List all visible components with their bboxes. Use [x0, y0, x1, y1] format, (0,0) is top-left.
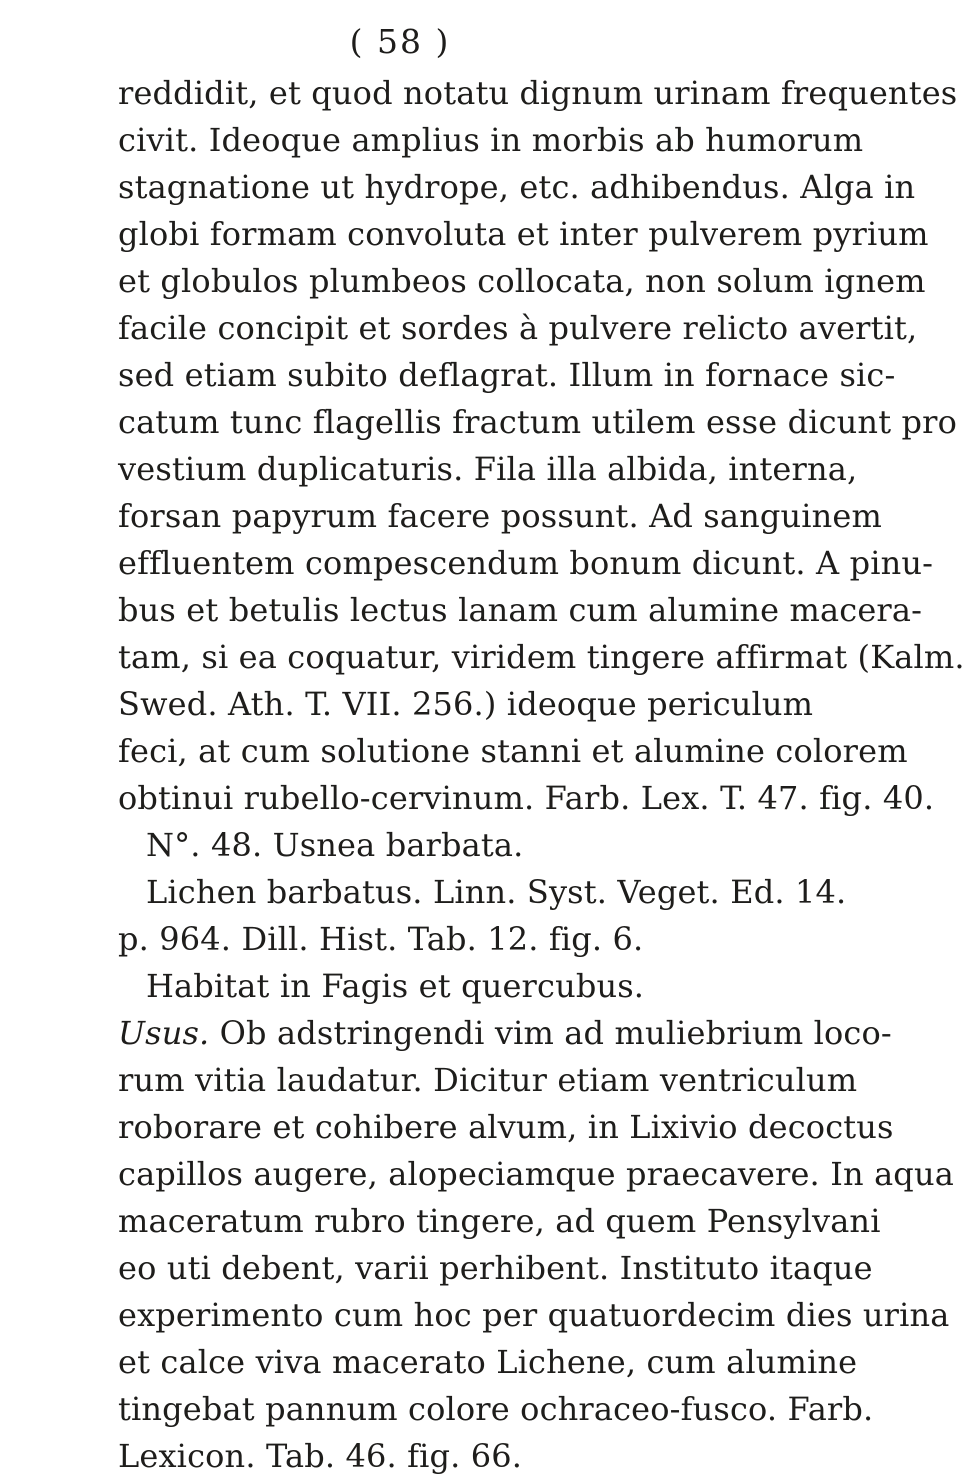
reference-line: p. 964. Dill. Hist. Tab. 12. fig. 6.: [118, 920, 644, 958]
text-line: Swed. Ath. T. VII. 256.) ideoque periculum: [118, 685, 814, 723]
text-line: experimento cum hoc per quatuordecim dies urina: [118, 1296, 950, 1334]
usus-label: Usus.: [118, 1014, 210, 1052]
body-text: [118, 70, 965, 1480]
text-line: tingebat pannum colore ochraceo-fusco. Farb.: [118, 1390, 874, 1428]
text-line: eo uti debent, varii perhibent. Instituto itaque: [118, 1249, 873, 1287]
text-line: et globulos plumbeos collocata, non solum ignem: [118, 262, 926, 300]
synonym-line: Lichen barbatus. Linn. Syst. Veget. Ed. 14.: [146, 873, 847, 911]
text-line: bus et betulis lectus lanam cum alumine macera-: [118, 591, 923, 629]
habitat-line: Habitat in Fagis et quercubus.: [146, 967, 645, 1005]
usus-text: Ob adstringendi vim ad muliebrium loco-: [219, 1014, 892, 1052]
text-line: et calce viva macerato Lichene, cum alumine: [118, 1343, 858, 1381]
text-line: globi formam convoluta et inter pulverem pyrium: [118, 215, 929, 253]
text-line: capillos augere, alopeciamque praecavere. In aqua: [118, 1155, 954, 1193]
text-line: catum tunc flagellis fractum utilem esse dicunt pro: [118, 403, 958, 441]
text-line: civit. Ideoque amplius in morbis ab humorum: [118, 121, 864, 159]
text-line: obtinui rubello-cervinum. Farb. Lex. T. 47. fig. 40.: [118, 779, 935, 817]
text-line: sed etiam subito deflagrat. Illum in fornace sic-: [118, 356, 896, 394]
page-number-header: ( 58 ): [349, 22, 451, 61]
text-line: stagnatione ut hydrope, etc. adhibendus. Alga in: [118, 168, 916, 206]
text-line: forsan papyrum facere possunt. Ad sanguinem: [118, 497, 882, 535]
text-line: feci, at cum solutione stanni et alumine colorem: [118, 732, 908, 770]
entry-heading: N°. 48. Usnea barbata.: [146, 826, 524, 864]
text-line: Lexicon. Tab. 46. fig. 66.: [118, 1437, 523, 1475]
text-line: rum vitia laudatur. Dicitur etiam ventriculum: [118, 1061, 858, 1099]
text-line: effluentem compescendum bonum dicunt. A pinu-: [118, 544, 934, 582]
text-line: reddidit, et quod notatu dignum urinam frequentes: [118, 74, 958, 112]
usus-line: [118, 1010, 892, 1057]
text-line: tam, si ea coquatur, viridem tingere affirmat (Kalm.: [118, 638, 965, 676]
text-line: vestium duplicaturis. Fila illa albida, interna,: [118, 450, 858, 488]
text-line: maceratum rubro tingere, ad quem Pensylvani: [118, 1202, 881, 1240]
text-line: roborare et cohibere alvum, in Lixivio decoctus: [118, 1108, 894, 1146]
text-line: facile concipit et sordes à pulvere relicto avertit,: [118, 309, 918, 347]
